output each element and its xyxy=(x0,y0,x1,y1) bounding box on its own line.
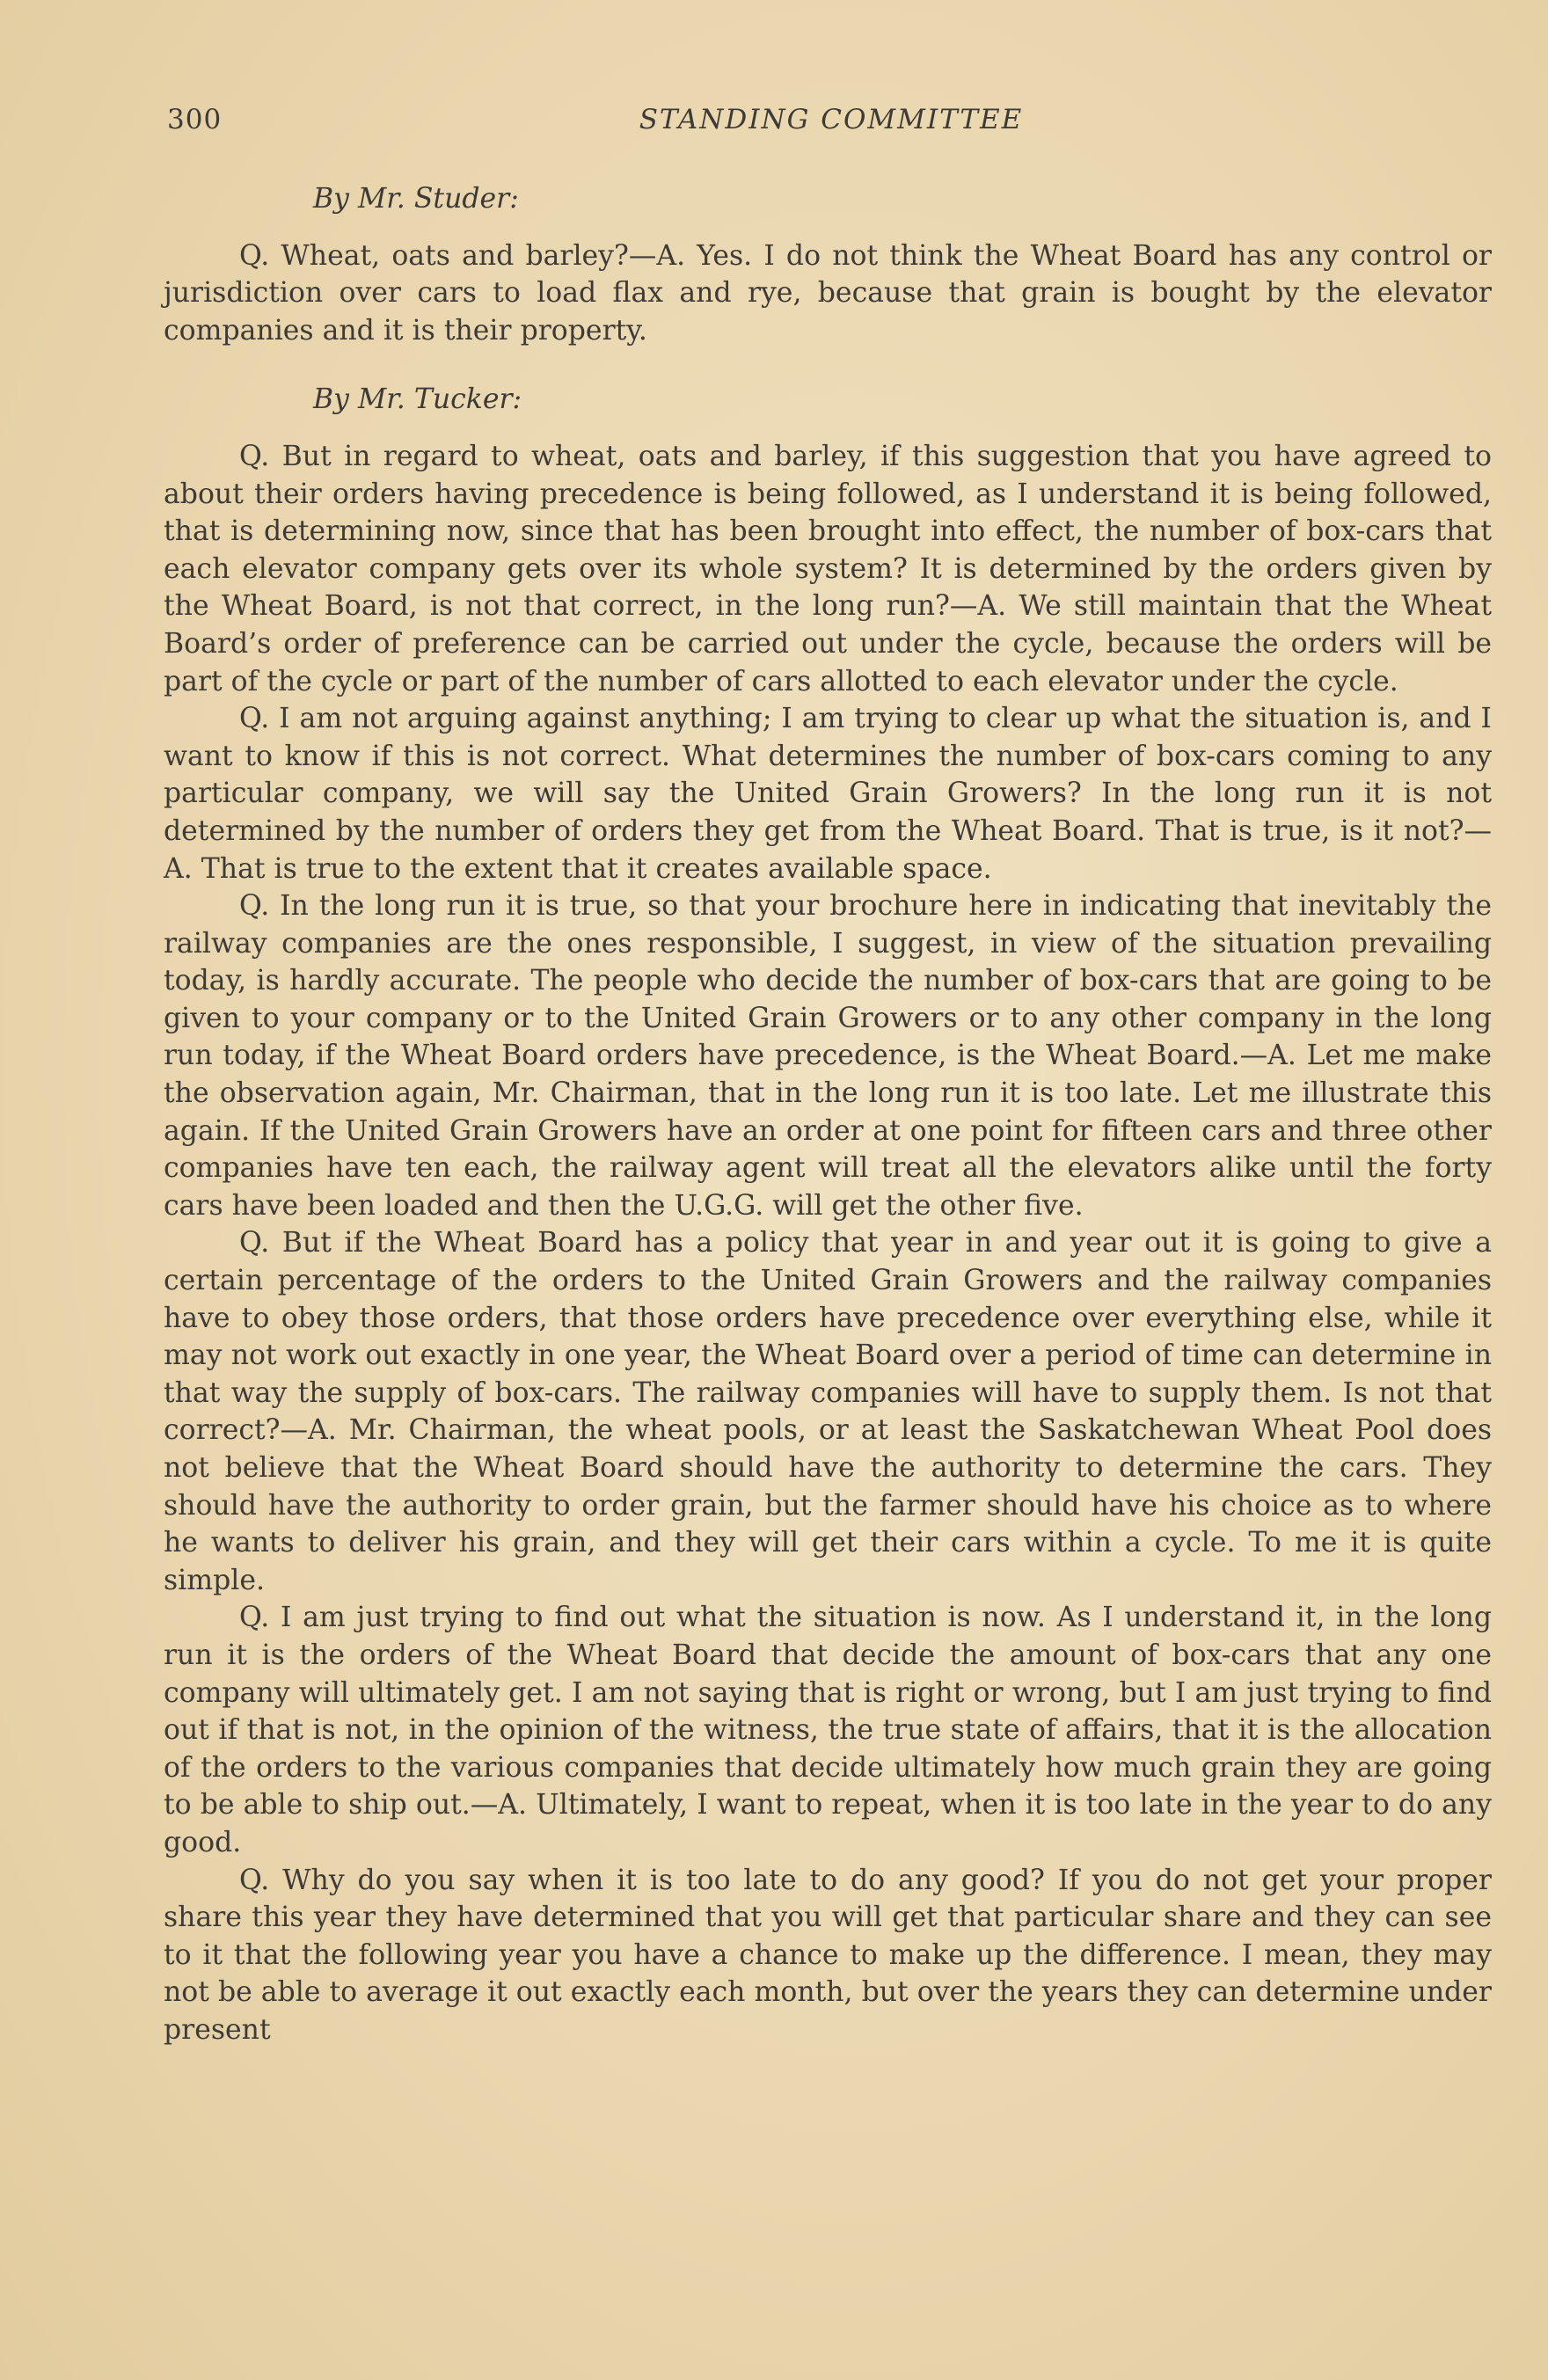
examiner-heading: By Mr. Studer: xyxy=(313,183,519,215)
section-gap xyxy=(164,349,1492,381)
running-title: STANDING COMMITTEE xyxy=(639,104,1024,135)
document-body xyxy=(164,180,1492,2049)
examiner-heading: By Mr. Tucker: xyxy=(313,383,522,416)
testimony-paragraph: Q. I am just trying to find out what the situation is now. As I understand it, in the long run it is the orders of the Wheat Board that decide the amount of box-cars that any one company will ultimately get. I am not saying that is right or wrong, but I am just trying to find out if that is not, in the opinion of the witness, the true state of affairs, that it is the allocation of the orders to the various companies that decide ultimately how much grain they are going to be able to ship out.—A. Ultimately, I want to repeat, when it is too late in the year to do any good. xyxy=(164,1602,1492,1858)
testimony-paragraph: Q. I am not arguing against anything; I am trying to clear up what the situation is, and I want to know if this is not correct. What determines the number of box-cars coming to any particular company, we will say the United Grain Growers? In the long run it is not determined by the number of orders they get from the Wheat Board. That is true, is it not?—A. That is true to the extent that it creates available space. xyxy=(164,703,1492,885)
testimony-paragraph: Q. Why do you say when it is too late to do any good? If you do not get your proper share this year they have determined that you will get that particular share and they can see to it that the following year you have a chance to make up the difference. I mean, they may not be able to average it out exactly each month, but over the years they can determine under present xyxy=(164,1864,1492,2046)
testimony-paragraph: Q. Wheat, oats and barley?—A. Yes. I do not think the Wheat Board has any control or jurisdiction over cars to load flax and rye, because that grain is bought by the elevator companies and it is their property. xyxy=(164,239,1492,347)
testimony-paragraph: Q. But in regard to wheat, oats and barley, if this suggestion that you have agreed to about their orders having precedence is being followed, as I understand it is being followed, that is determining now, since that has been brought into effect, the number of box-cars that each elevator company gets over its whole system? It is determined by the orders given by the Wheat Board, is not that correct, in the long run?—A. We still maintain that the Wheat Board’s order of preference can be carried out under the cycle, because the orders will be part of the cycle or part of the number of cars allotted to each elevator under the cycle. xyxy=(164,440,1492,697)
testimony-paragraph: Q. But if the Wheat Board has a policy that year in and year out it is going to give a certain percentage of the orders to the United Grain Growers and the railway companies have to obey those orders, that those orders have precedence over everything else, while it may not work out exactly in one year, the Wheat Board over a period of time can determine in that way the supply of box-cars. The railway companies will have to supply them. Is not that correct?—A. Mr. Chairman, the wheat pools, or at least the Saskatchewan Wheat Pool does not believe that the Wheat Board should have the authority to determine the cars. They should have the authority to order grain, but the farmer should have his choice as to where he wants to deliver his grain, and they will get their cars within a cycle. To me it is quite simple. xyxy=(164,1227,1492,1596)
page-header xyxy=(167,104,1495,148)
page-number: 300 xyxy=(167,104,223,135)
testimony-paragraph: Q. In the long run it is true, so that your brochure here in indicating that inevitably the railway companies are the ones responsible, I suggest, in view of the situation prevailing today, is hardly accurate. The people who decide the number of box-cars that are going to be given to your company or to the United Grain Growers or to any other company in the long run today, if the Wheat Board orders have precedence, is the Wheat Board.—A. Let me make the observation again, Mr. Chairman, that in the long run it is too late. Let me illustrate this again. If the United Grain Growers have an order at one point for fifteen cars and three other companies have ten each, the railway agent will treat all the elevators alike until the forty cars have been loaded and then the U.G.G. will get the other five. xyxy=(164,890,1492,1222)
